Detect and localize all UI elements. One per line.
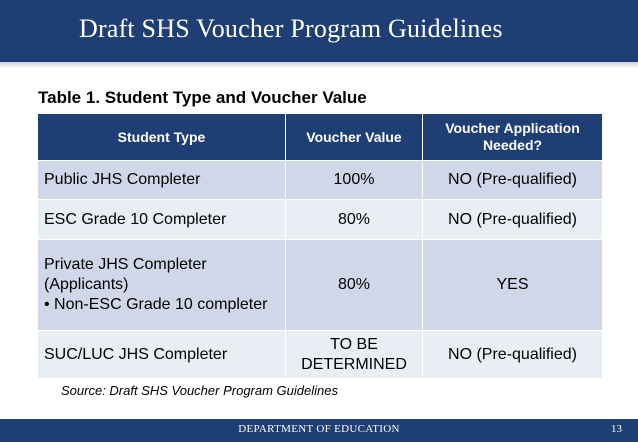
table-caption: Table 1. Student Type and Voucher Value (38, 88, 367, 107)
table-header-row (38, 114, 603, 161)
footer-department: DEPARTMENT OF EDUCATION (238, 423, 400, 435)
table-row (38, 331, 603, 379)
student-type-bullet: • Non-ESC Grade 10 completer (44, 296, 268, 313)
page-number: 13 (611, 423, 622, 435)
application-cell: NO (Pre-qualified) (423, 331, 603, 379)
slide-title: Draft SHS Voucher Program Guidelines (79, 14, 503, 43)
voucher-value-cell: 80% (286, 200, 423, 240)
table-row (38, 240, 603, 331)
title-bar (0, 0, 638, 62)
application-cell: NO (Pre-qualified) (423, 161, 603, 200)
voucher-value-cell: 100% (286, 161, 423, 200)
voucher-value-line: DETERMINED (301, 355, 407, 373)
header-voucher-value: Voucher Value (286, 114, 423, 161)
title-shadow (0, 62, 638, 68)
voucher-value-cell (286, 331, 423, 379)
header-application-needed: Voucher Application Needed? (423, 114, 603, 161)
voucher-value-cell: 80% (286, 240, 423, 331)
student-type-cell (38, 240, 286, 331)
header-student-type: Student Type (38, 114, 286, 161)
footer-bar (0, 419, 638, 442)
application-cell: YES (423, 240, 603, 331)
source-note: Source: Draft SHS Voucher Program Guidelines (61, 383, 338, 398)
student-type-line: (Applicants) (44, 276, 129, 293)
table-row (38, 161, 603, 200)
student-type-cell: Public JHS Completer (38, 161, 286, 200)
student-type-line: Private JHS Completer (44, 256, 207, 273)
student-type-cell: SUC/LUC JHS Completer (38, 331, 286, 379)
voucher-table (37, 113, 603, 379)
student-type-cell: ESC Grade 10 Completer (38, 200, 286, 240)
voucher-value-line: TO BE (330, 335, 378, 353)
table-row (38, 200, 603, 240)
application-cell: NO (Pre-qualified) (423, 200, 603, 240)
